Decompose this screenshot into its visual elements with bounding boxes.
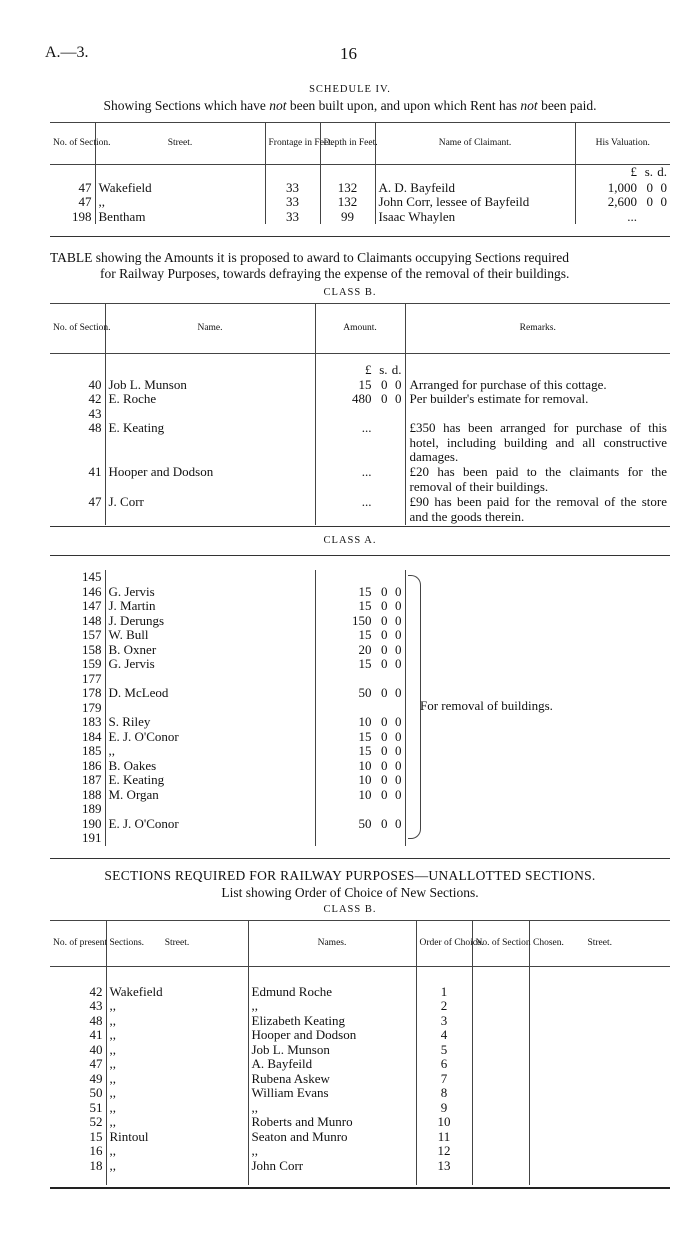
table-row — [50, 421, 670, 465]
section-number: 183 — [82, 714, 102, 729]
new-street — [529, 1159, 670, 1174]
table-row — [50, 999, 670, 1014]
claimant-name: E. J. O'Conor — [105, 817, 315, 832]
table-row — [50, 628, 670, 643]
order-of-choice: 2 — [416, 999, 472, 1014]
class-a-top-rule — [50, 555, 670, 556]
street-name: ,, — [95, 195, 265, 210]
remarks-text: £90 has been paid for the removal of the store and the goods therein. — [405, 495, 670, 525]
street-name: ,, — [106, 1043, 248, 1058]
order-of-choice: 4 — [416, 1028, 472, 1043]
class-a-bottom-rule — [50, 858, 670, 859]
col-header-street: Street. — [95, 123, 265, 165]
claimant-name: Job L. Munson — [105, 378, 315, 393]
order-of-choice: 12 — [416, 1144, 472, 1159]
amount-value: ... — [315, 465, 405, 495]
unallotted-table — [50, 920, 670, 1185]
amount-value: 10 0 0 — [315, 788, 405, 803]
claimant-name: ,, — [105, 744, 315, 759]
section-number: 185 — [82, 743, 102, 758]
table-row — [50, 759, 670, 774]
claimant-name: William Evans — [248, 1086, 416, 1101]
order-of-choice: 10 — [416, 1115, 472, 1130]
unallotted-class-label: CLASS B. — [323, 904, 377, 915]
new-street — [529, 1028, 670, 1043]
claimant-name: Edmund Roche — [248, 985, 416, 1000]
amount-value: 150 0 0 — [315, 614, 405, 629]
amount-value: 50 0 0 — [315, 686, 405, 701]
section-number: 189 — [82, 801, 102, 816]
claimant-name: Roberts and Munro — [248, 1115, 416, 1130]
present-section-number: 43 — [89, 998, 103, 1013]
table-row — [50, 599, 670, 614]
claimant-name: Rubena Askew — [248, 1072, 416, 1087]
section-number: 145 — [82, 569, 102, 584]
remarks-text — [405, 657, 670, 672]
section-number: 190 — [82, 815, 102, 831]
amount-value: ... — [315, 495, 405, 525]
present-section-number: 48 — [89, 1012, 103, 1028]
section-number: 41 — [88, 464, 102, 479]
street-name: Bentham — [95, 210, 265, 225]
remarks-text — [405, 628, 670, 643]
street-name: ,, — [106, 1101, 248, 1116]
claimant-name — [105, 570, 315, 585]
table-row — [50, 1072, 670, 1087]
col-header-section: No. of Section. — [53, 138, 111, 148]
section-number: 179 — [82, 699, 102, 715]
street-name: ,, — [106, 1115, 248, 1130]
amount-value: 10 0 0 — [315, 715, 405, 730]
present-section-number: 15 — [89, 1128, 103, 1144]
claimant-name: ,, — [248, 999, 416, 1014]
new-street — [529, 1014, 670, 1029]
new-street — [529, 1130, 670, 1145]
table-row — [50, 1130, 670, 1145]
new-street — [529, 1144, 670, 1159]
section-number: 191 — [82, 830, 102, 845]
claimant-name: M. Organ — [105, 788, 315, 803]
new-street — [529, 1057, 670, 1072]
frontage-value: 33 — [265, 210, 320, 225]
section-number: 47 — [88, 494, 102, 509]
col-header-order: Order of Choice. — [416, 921, 472, 967]
section-number: 158 — [82, 641, 102, 657]
order-of-choice: 1 — [416, 985, 472, 1000]
section-chosen — [472, 1028, 529, 1043]
street-name: ,, — [106, 1159, 248, 1174]
table-row — [50, 407, 670, 422]
present-section-number: 42 — [89, 983, 103, 999]
amount-value — [315, 831, 405, 846]
col-header-section: No. of Section. — [53, 323, 111, 333]
street-name: ,, — [106, 1072, 248, 1087]
remarks-text — [405, 672, 670, 687]
table-row — [50, 495, 670, 525]
claimant-name: Seaton and Munro — [248, 1130, 416, 1145]
amount-value: ... — [315, 421, 405, 465]
table-row — [50, 686, 670, 701]
col-header-depth: Depth in Feet. — [320, 123, 375, 165]
awards-class-b-table — [50, 303, 670, 525]
section-number: 186 — [82, 757, 102, 773]
present-section-number: 16 — [89, 1143, 103, 1158]
section-number: 48 — [88, 420, 102, 435]
amount-value — [315, 672, 405, 687]
present-section-number: 18 — [89, 1157, 103, 1173]
order-of-choice: 7 — [416, 1072, 472, 1087]
col-header-section-chosen: No. of Section Chosen. — [472, 921, 529, 967]
claimant-name: B. Oakes — [105, 759, 315, 774]
col-header-present-sections: No. of present Sections. — [53, 938, 145, 948]
present-section-number: 40 — [89, 1041, 103, 1057]
section-chosen — [472, 1014, 529, 1029]
col-header-valuation: His Valuation. — [575, 123, 670, 165]
awards-class-a-table — [50, 570, 670, 846]
claimant-name: E. Keating — [105, 773, 315, 788]
section-number: 184 — [82, 728, 102, 744]
table-row — [50, 701, 670, 716]
remarks-text — [405, 730, 670, 745]
claimant-name: A. Bayfeild — [248, 1057, 416, 1072]
table-row — [50, 1043, 670, 1058]
claimant-name: ,, — [248, 1144, 416, 1159]
claimant-name: G. Jervis — [105, 657, 315, 672]
section-number: 157 — [82, 627, 102, 642]
amount-value — [315, 802, 405, 817]
page-reference: A.—3. — [45, 44, 89, 61]
awards-class-a-label: CLASS A. — [323, 535, 377, 546]
amount-value: 15 0 0 — [315, 599, 405, 614]
section-chosen — [472, 1043, 529, 1058]
col-header-remarks: Remarks. — [405, 304, 670, 354]
awards-caption-line1: TABLE showing the Amounts it is proposed to award to Claimants occupying Sections required — [50, 250, 569, 265]
claimant-name: J. Derungs — [105, 614, 315, 629]
claimant-name: E. Roche — [105, 392, 315, 407]
page-number: 16 — [340, 44, 357, 63]
col-header-frontage: Frontage in Feet. — [265, 123, 320, 165]
unallotted-subtitle: List showing Order of Choice of New Sections. — [221, 885, 479, 900]
table-row — [50, 1101, 670, 1116]
order-of-choice: 3 — [416, 1014, 472, 1029]
amount-value — [315, 701, 405, 716]
new-street — [529, 1101, 670, 1116]
table-row — [50, 715, 670, 730]
schedule-iv-title: SCHEDULE IV. — [309, 84, 391, 95]
unallotted-title: SECTIONS REQUIRED FOR RAILWAY PURPOSES—UNALLOTTED SECTIONS. — [104, 868, 596, 883]
col-header-amount: Amount. — [315, 304, 405, 354]
new-street — [529, 999, 670, 1014]
section-chosen — [472, 1159, 529, 1174]
claimant-name: E. J. O'Conor — [105, 730, 315, 745]
section-number: 42 — [88, 391, 102, 406]
remarks-text — [405, 643, 670, 658]
section-number: 40 — [88, 376, 102, 392]
claimant-name: Isaac Whaylen — [375, 210, 575, 225]
table-row — [50, 614, 670, 629]
table-row — [50, 1144, 670, 1159]
remarks-text — [405, 788, 670, 803]
remarks-text: £20 has been paid to the claimants for the removal of their buildings. — [405, 465, 670, 495]
order-of-choice: 9 — [416, 1101, 472, 1116]
depth-value: 99 — [320, 210, 375, 225]
depth-value: 132 — [320, 195, 375, 210]
table-row — [50, 1014, 670, 1029]
present-section-number: 41 — [89, 1027, 103, 1042]
section-number: 159 — [82, 656, 102, 671]
claimant-name: J. Martin — [105, 599, 315, 614]
remarks-text — [405, 614, 670, 629]
table-row — [50, 585, 670, 600]
table-row — [50, 570, 670, 585]
section-number: 188 — [82, 786, 102, 802]
remarks-text — [405, 585, 670, 600]
depth-value: 132 — [320, 181, 375, 196]
valuation-value: 1,000 0 0 — [575, 181, 670, 196]
amount-value: 15 0 0 — [315, 657, 405, 672]
order-of-choice: 6 — [416, 1057, 472, 1072]
amount-currency-header: £ s. d. — [315, 354, 405, 378]
claimant-name: A. D. Bayfeild — [375, 181, 575, 196]
section-number: 177 — [82, 670, 102, 686]
claimant-name: Hooper and Dodson — [248, 1028, 416, 1043]
valuation-value: ... — [575, 210, 670, 225]
section-number: 43 — [88, 405, 102, 421]
page-bottom-rule — [50, 1187, 670, 1189]
street-name: ,, — [106, 999, 248, 1014]
claimant-name — [105, 407, 315, 422]
table-row — [50, 657, 670, 672]
street-name: ,, — [106, 1086, 248, 1101]
amount-value: 15 0 0 — [315, 378, 405, 393]
table-row — [50, 744, 670, 759]
order-of-choice: 11 — [416, 1130, 472, 1145]
section-chosen — [472, 1086, 529, 1101]
amount-value: 480 0 0 — [315, 392, 405, 407]
col-header-new-street: Street. — [529, 921, 670, 967]
remarks-text: Arranged for purchase of this cottage. — [405, 378, 670, 393]
col-header-street: Street. — [106, 921, 248, 967]
section-chosen — [472, 985, 529, 1000]
col-header-names: Names. — [248, 921, 416, 967]
awards-class-b-label: CLASS B. — [323, 287, 377, 298]
valuation-currency-header: £ s. d. — [575, 165, 670, 181]
claimant-name: Hooper and Dodson — [105, 465, 315, 495]
table-row — [50, 643, 670, 658]
section-number: 47 — [78, 179, 92, 195]
valuation-value: 2,600 0 0 — [575, 195, 670, 210]
schedule-iv-caption: Showing Sections which have not been built upon, and upon which Rent has not been paid. — [103, 98, 597, 113]
remarks-text — [405, 599, 670, 614]
new-street — [529, 1072, 670, 1087]
table-row — [50, 773, 670, 788]
amount-value: 15 0 0 — [315, 628, 405, 643]
col-header-claimant: Name of Claimant. — [375, 123, 575, 165]
claimant-name: S. Riley — [105, 715, 315, 730]
remarks-text — [405, 773, 670, 788]
new-street — [529, 1043, 670, 1058]
section-chosen — [472, 1115, 529, 1130]
new-street — [529, 985, 670, 1000]
table-row — [50, 802, 670, 817]
table-row — [50, 1057, 670, 1072]
new-street — [529, 1086, 670, 1101]
order-of-choice: 13 — [416, 1159, 472, 1174]
claimant-name: W. Bull — [105, 628, 315, 643]
table-row — [50, 985, 670, 1000]
claimant-name: E. Keating — [105, 421, 315, 465]
street-name: Wakefield — [106, 985, 248, 1000]
claimant-name: Job L. Munson — [248, 1043, 416, 1058]
remarks-text — [405, 570, 670, 585]
table-row — [50, 465, 670, 495]
claimant-name: G. Jervis — [105, 585, 315, 600]
table-row — [50, 378, 670, 393]
street-name: Wakefield — [95, 181, 265, 196]
claimant-name: D. McLeod — [105, 686, 315, 701]
claimant-name — [105, 831, 315, 846]
table-row — [50, 195, 670, 210]
claimant-name — [105, 802, 315, 817]
table-row — [50, 210, 670, 225]
table-row — [50, 1115, 670, 1130]
street-name: ,, — [106, 1028, 248, 1043]
schedule-iv-bottom-rule — [50, 236, 670, 237]
amount-value: 15 0 0 — [315, 585, 405, 600]
present-section-number: 52 — [89, 1114, 103, 1129]
amount-value: 10 0 0 — [315, 773, 405, 788]
street-name: ,, — [106, 1014, 248, 1029]
awards-caption-line2: for Railway Purposes, towards defraying the expense of the removal of their buildings. — [100, 266, 570, 281]
street-name: Rintoul — [106, 1130, 248, 1145]
amount-value — [315, 407, 405, 422]
section-chosen — [472, 1130, 529, 1145]
table-row — [50, 730, 670, 745]
claimant-name — [105, 672, 315, 687]
frontage-value: 33 — [265, 181, 320, 196]
claimant-name: John Corr — [248, 1159, 416, 1174]
table-row — [50, 1028, 670, 1043]
order-of-choice: 8 — [416, 1086, 472, 1101]
section-chosen — [472, 1057, 529, 1072]
street-name: ,, — [106, 1057, 248, 1072]
amount-value: 50 0 0 — [315, 817, 405, 832]
section-number: 187 — [82, 772, 102, 787]
present-section-number: 47 — [89, 1056, 103, 1071]
claimant-name — [105, 701, 315, 716]
present-section-number: 49 — [89, 1070, 103, 1086]
remarks-text — [405, 831, 670, 846]
section-chosen — [472, 999, 529, 1014]
remarks-text — [405, 802, 670, 817]
table-row — [50, 672, 670, 687]
remarks-text — [405, 744, 670, 759]
remarks-text — [405, 715, 670, 730]
section-chosen — [472, 1144, 529, 1159]
order-of-choice: 5 — [416, 1043, 472, 1058]
class-a-remark: For removal of buildings. — [420, 698, 553, 713]
table-row — [50, 831, 670, 846]
table-row — [50, 1086, 670, 1101]
amount-value: 10 0 0 — [315, 759, 405, 774]
amount-value: 15 0 0 — [315, 730, 405, 745]
amount-value: 20 0 0 — [315, 643, 405, 658]
frontage-value: 33 — [265, 195, 320, 210]
table-row — [50, 817, 670, 832]
claimant-name: Elizabeth Keating — [248, 1014, 416, 1029]
remarks-text — [405, 817, 670, 832]
remarks-text — [405, 407, 670, 422]
col-header-name: Name. — [105, 304, 315, 354]
section-chosen — [472, 1072, 529, 1087]
section-chosen — [472, 1101, 529, 1116]
schedule-iv-table — [50, 122, 670, 224]
remarks-text: £350 has been arranged for purchase of this hotel, including building and all constructive damages. — [405, 421, 670, 465]
amount-value — [315, 570, 405, 585]
table-row — [50, 788, 670, 803]
claimant-name: B. Oxner — [105, 643, 315, 658]
remarks-text — [405, 759, 670, 774]
class-b-bottom-rule — [50, 526, 670, 527]
table-row — [50, 1159, 670, 1174]
section-number: 178 — [82, 685, 102, 700]
remarks-text: Per builder's estimate for removal. — [405, 392, 670, 407]
present-section-number: 50 — [89, 1085, 103, 1100]
amount-value: 15 0 0 — [315, 744, 405, 759]
table-row — [50, 392, 670, 407]
section-number: 146 — [82, 583, 102, 599]
present-section-number: 51 — [89, 1099, 103, 1115]
table-row — [50, 181, 670, 196]
section-number: 47 — [78, 194, 92, 209]
claimant-name: John Corr, lessee of Bayfeild — [375, 195, 575, 210]
new-street — [529, 1115, 670, 1130]
claimant-name: ,, — [248, 1101, 416, 1116]
section-number: 198 — [72, 208, 92, 224]
claimant-name: J. Corr — [105, 495, 315, 525]
street-name: ,, — [106, 1144, 248, 1159]
section-number: 147 — [82, 598, 102, 613]
section-number: 148 — [82, 612, 102, 628]
